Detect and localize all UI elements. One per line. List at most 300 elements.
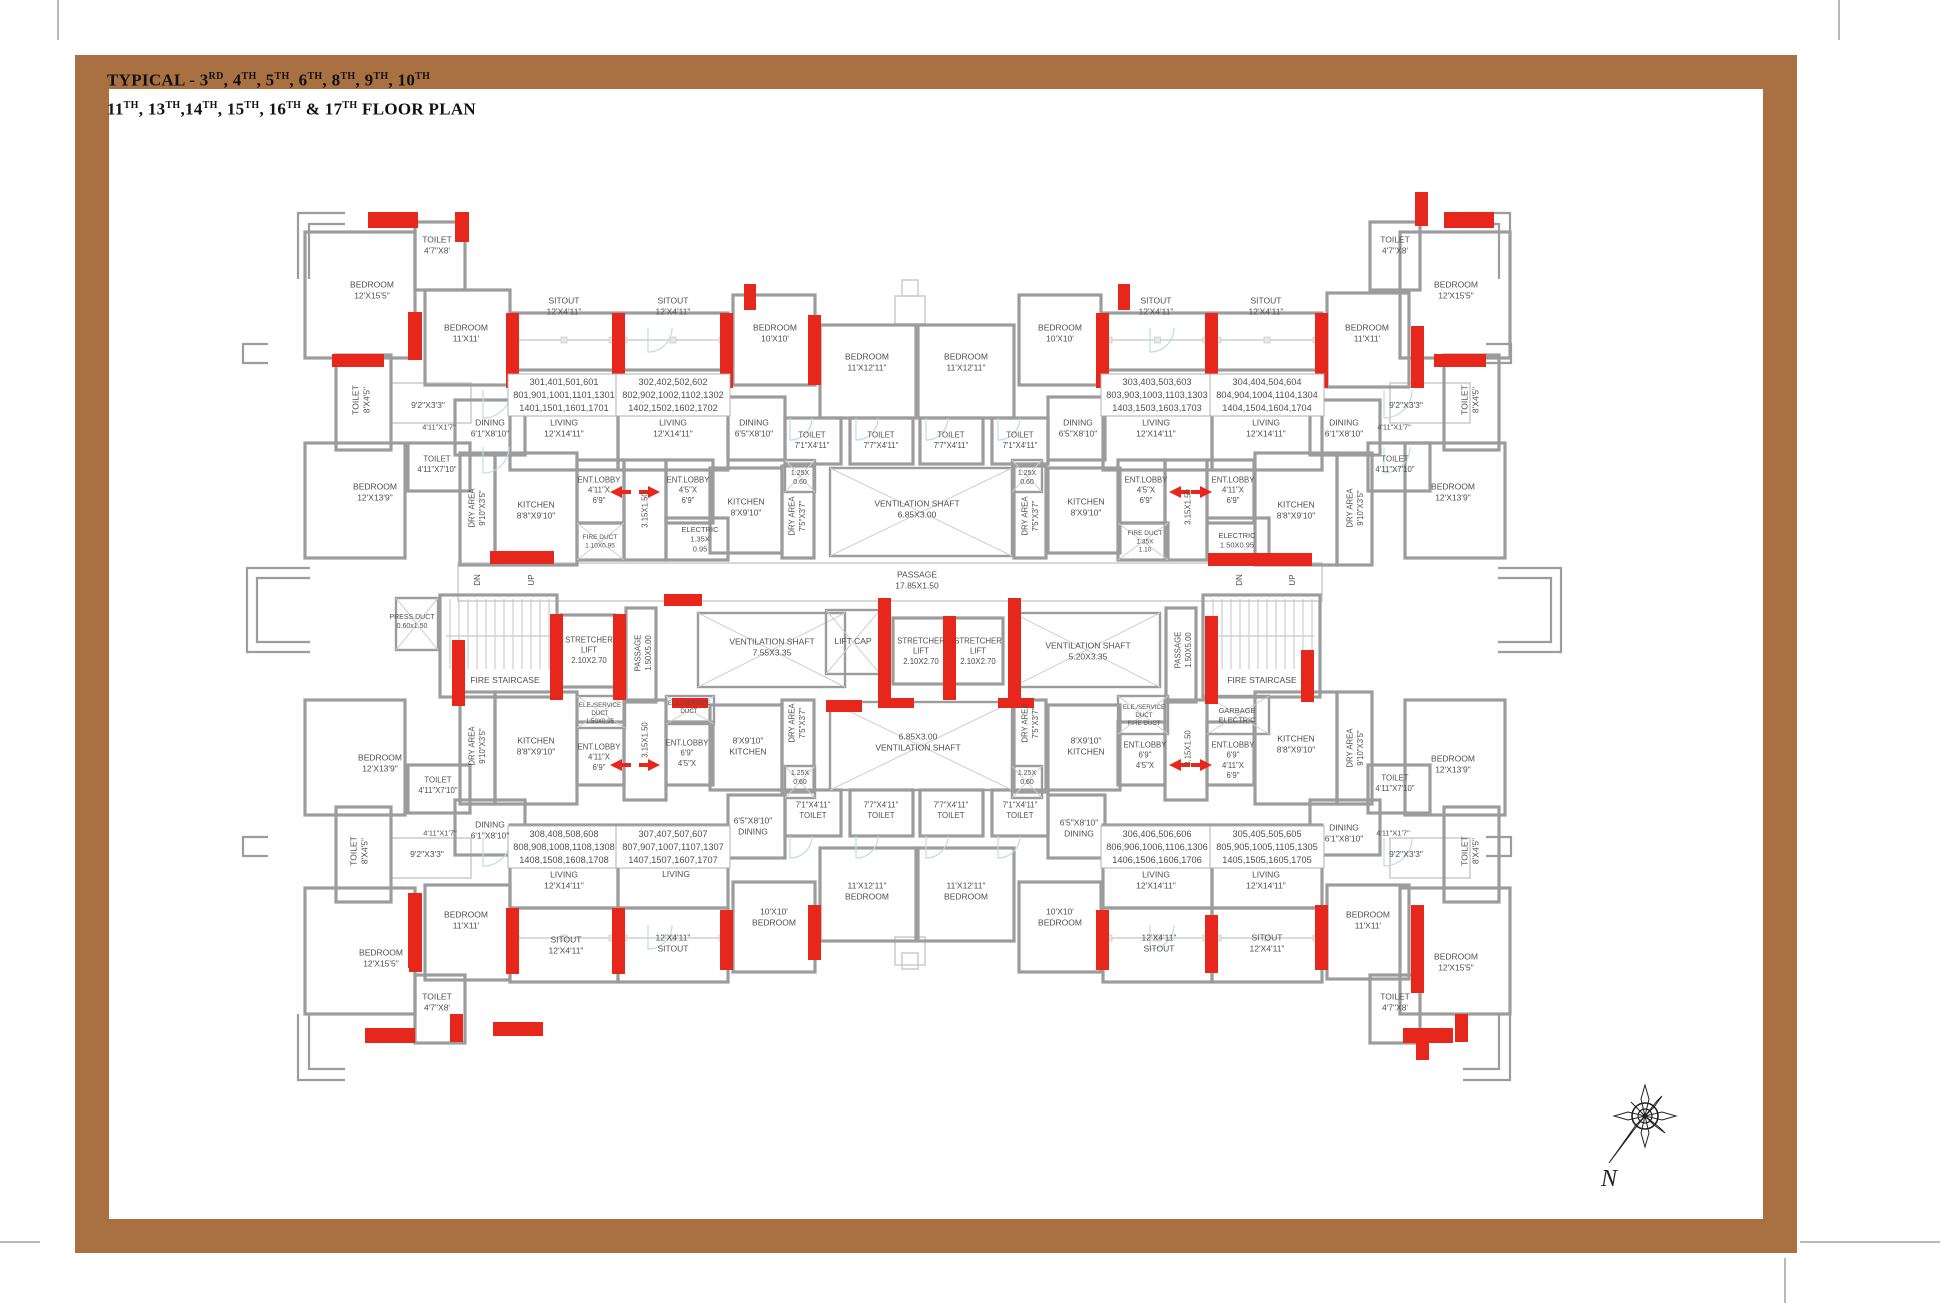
room-label-text: BEDROOM bbox=[444, 322, 488, 333]
red-wall bbox=[1205, 915, 1218, 973]
room-label bbox=[1218, 531, 1256, 550]
room-label-text: 6.85X3.00 bbox=[898, 731, 938, 742]
room-label bbox=[473, 574, 482, 586]
room-label bbox=[549, 934, 584, 955]
room-label-text: 8'8"X9'10" bbox=[1276, 510, 1316, 521]
room-label-text: 12'X14'11" bbox=[1136, 428, 1176, 439]
room-label-text: 9'10"X3'5" bbox=[477, 728, 487, 764]
room-label-text: DRY AREA bbox=[787, 703, 797, 743]
room-label-text: DINING bbox=[739, 417, 769, 428]
room-label-text: 3.15X1.50 bbox=[1183, 489, 1193, 525]
room-label bbox=[468, 726, 487, 766]
room-label-text: 6'1"X8'10" bbox=[1324, 833, 1364, 844]
room-label-text: SITOUT bbox=[548, 295, 580, 306]
room-label-text: 10'X10' bbox=[1046, 333, 1074, 344]
room-label-text: BEDROOM bbox=[1431, 481, 1475, 492]
unit-numbers: 1408,1508,1608,1708 bbox=[519, 855, 609, 865]
unit-numbers: 1402,1502,1602,1702 bbox=[628, 403, 718, 413]
room-label-text: DINING bbox=[475, 819, 505, 830]
room-label-text: VENTILATION SHAFT bbox=[1045, 640, 1131, 651]
room-label bbox=[1376, 829, 1410, 838]
room-label bbox=[656, 932, 691, 953]
rail-post bbox=[1155, 337, 1161, 343]
red-wall bbox=[490, 551, 554, 564]
room-label-text: LIVING bbox=[550, 869, 578, 880]
room-label-text: 6'5"X8'10" bbox=[733, 815, 773, 826]
room-label-text: SITOUT bbox=[1251, 932, 1283, 943]
room-label bbox=[547, 295, 582, 316]
unit-numbers: 302,402,502,602 bbox=[638, 377, 708, 387]
room-label-text: LIVING bbox=[1142, 417, 1170, 428]
room-label bbox=[641, 492, 650, 528]
room-label-text: KITCHEN bbox=[1277, 499, 1315, 510]
room-label-text: 2.10X2.70 bbox=[960, 656, 996, 666]
room-label bbox=[1459, 385, 1480, 415]
room-label-text: TOILET bbox=[424, 775, 452, 785]
room-label bbox=[734, 815, 773, 836]
room-label-text: 9'2"X3'3" bbox=[410, 848, 444, 859]
room-label-text: 12'X14'11" bbox=[1136, 880, 1176, 891]
room-label-text: 0.60 bbox=[793, 479, 807, 486]
room-label-text: DINING bbox=[475, 417, 505, 428]
room-label bbox=[788, 496, 807, 536]
room-label bbox=[468, 488, 487, 528]
room-label-text: 12'X14'11" bbox=[1246, 428, 1286, 439]
room-label-text: 11'X12'11" bbox=[847, 880, 887, 891]
room-label bbox=[471, 819, 510, 840]
room-label-text: 8'X4'5" bbox=[1470, 837, 1481, 865]
room-label bbox=[1277, 733, 1316, 754]
room-label bbox=[1060, 817, 1099, 838]
room-label bbox=[1128, 530, 1163, 554]
room-label-text: ELECTRIC bbox=[1218, 715, 1256, 725]
room-label bbox=[1377, 423, 1411, 432]
red-wall bbox=[408, 312, 422, 360]
room-label bbox=[544, 869, 584, 890]
room-label bbox=[1212, 476, 1256, 505]
room-label-text: 4'11"X bbox=[1222, 760, 1244, 770]
room-label-text: 8'X9'10" bbox=[730, 507, 762, 518]
rail-post bbox=[1264, 337, 1270, 343]
room-label bbox=[934, 801, 969, 820]
room-label bbox=[666, 739, 710, 768]
room-label-text: TOILET bbox=[422, 234, 452, 245]
room-label bbox=[544, 417, 584, 438]
room-label bbox=[583, 534, 618, 549]
room-label-text: 12'X15'5" bbox=[1438, 962, 1474, 973]
room-label-text: ENT.LOBBY bbox=[665, 738, 709, 748]
room-label-text: 6'5"X8'10" bbox=[1059, 817, 1099, 828]
room-label-text: 4'11"X1'7" bbox=[422, 422, 456, 432]
red-wall bbox=[808, 315, 821, 385]
room-label bbox=[1434, 279, 1478, 300]
room-label-text: BEDROOM bbox=[1038, 322, 1082, 333]
room-label-text: KITCHEN bbox=[727, 496, 765, 507]
room-label-text: 10'X10' bbox=[760, 906, 788, 917]
room-label-text: 7'1"X4'11" bbox=[1002, 440, 1038, 450]
door-swing-arc bbox=[483, 390, 511, 418]
room-label-text: FIRE DUCT bbox=[1127, 529, 1163, 537]
room-label-text: LIVING bbox=[1142, 869, 1170, 880]
room-label-text: PASSAGE bbox=[633, 634, 643, 672]
room-label-text: 7'7"X4'11" bbox=[933, 440, 969, 450]
room-label-text: BEDROOM bbox=[1431, 753, 1475, 764]
room-label-text: 6'5"X8'10" bbox=[734, 428, 774, 439]
room-label bbox=[1346, 728, 1365, 768]
room-label-text: 9'2"X3'3" bbox=[1389, 399, 1423, 410]
room-label-text: DRY AREA bbox=[1345, 488, 1355, 528]
unit-numbers: 1403,1503,1603,1703 bbox=[1112, 403, 1202, 413]
room-label-text: ENT.LOBBY bbox=[577, 475, 621, 485]
room-label bbox=[1136, 869, 1176, 890]
room-label bbox=[565, 636, 613, 665]
room-label-text: FIRE DUCT bbox=[1127, 720, 1161, 728]
red-wall bbox=[1444, 212, 1494, 228]
room-label-text: 12'X4'11" bbox=[1248, 306, 1284, 317]
room-label bbox=[1345, 322, 1389, 343]
red-wall bbox=[878, 698, 914, 708]
room-label-text: 1.25X bbox=[790, 769, 810, 777]
room-label-text: 4'5"X bbox=[677, 758, 697, 768]
red-wall bbox=[1315, 905, 1328, 970]
room-label bbox=[895, 569, 939, 590]
room-label-text: 9'10"X3'5" bbox=[1355, 730, 1365, 766]
room-label bbox=[1375, 455, 1414, 474]
room-label-text: STRETCHER bbox=[954, 636, 1002, 646]
room-label bbox=[1235, 574, 1244, 586]
room-label bbox=[1346, 909, 1390, 930]
room-label-text: 9'10"X3'5" bbox=[477, 490, 487, 526]
room-label-text: 7'1"X4'11" bbox=[794, 440, 830, 450]
room-label bbox=[1389, 400, 1423, 410]
room-label-text: 12'X4'11" bbox=[548, 945, 584, 956]
room-label bbox=[752, 906, 796, 927]
room-label-text: TOILET bbox=[1006, 810, 1034, 820]
room-label-text: 1.25X bbox=[790, 469, 810, 477]
room-label-text: 4'5"X bbox=[678, 485, 698, 495]
room-label bbox=[1059, 417, 1098, 438]
corridor-outline bbox=[902, 280, 918, 296]
room-label bbox=[845, 351, 889, 372]
room-label-text: 12'X15'5" bbox=[354, 290, 390, 301]
unit-numbers: 304,404,504,604 bbox=[1232, 377, 1302, 387]
room-label-text: 6'1"X8'10" bbox=[1324, 428, 1364, 439]
room-label bbox=[1249, 295, 1284, 316]
room-label-text: 12'X13'9" bbox=[357, 492, 393, 503]
room-label-text: SITOUT bbox=[1143, 943, 1175, 954]
room-label-text: UP bbox=[1287, 574, 1297, 586]
room-label bbox=[411, 400, 445, 410]
room-label bbox=[1139, 295, 1174, 316]
room-label bbox=[527, 574, 536, 585]
room-label bbox=[1184, 730, 1193, 766]
entry-arrow-icon bbox=[1191, 486, 1212, 498]
room-label bbox=[350, 385, 371, 415]
room-label-text: ENT.LOBBY bbox=[1211, 475, 1255, 485]
room-label bbox=[422, 423, 456, 432]
room-label-text: 7'5"X3'7" bbox=[797, 707, 807, 739]
balcony-bracket bbox=[309, 1014, 345, 1069]
room-label-text: KITCHEN bbox=[1067, 746, 1105, 757]
room-label-text: 1.50X5.00 bbox=[643, 635, 653, 671]
unit-numbers: 804,904,1004,1104,1304 bbox=[1216, 390, 1318, 400]
red-wall bbox=[368, 212, 418, 228]
room-label-text: 11'X11' bbox=[1354, 920, 1382, 931]
red-wall bbox=[455, 212, 469, 242]
room-label-text: 0.60 bbox=[1020, 479, 1034, 486]
room-label-text: BEDROOM bbox=[359, 947, 403, 958]
room-label bbox=[350, 279, 394, 300]
compass bbox=[1583, 1068, 1703, 1208]
unit-numbers: 305,405,505,605 bbox=[1232, 829, 1302, 839]
room-label-text: 0.95 bbox=[692, 544, 708, 554]
room-label-text: 17.85X1.50 bbox=[895, 580, 939, 591]
room-label-text: DN bbox=[1234, 574, 1244, 586]
room-label-text: DRY AREA bbox=[467, 488, 477, 528]
room-label bbox=[944, 880, 988, 901]
room-label bbox=[1038, 322, 1082, 343]
room-label-text: 4'11"X bbox=[588, 485, 610, 495]
red-wall bbox=[808, 905, 821, 960]
red-wall bbox=[664, 594, 702, 606]
room-label-text: 1.35X bbox=[1136, 538, 1154, 546]
red-wall bbox=[1118, 284, 1130, 310]
entry-arrow-icon bbox=[1191, 759, 1212, 771]
room-label-text: 12'X13'9" bbox=[1435, 492, 1471, 503]
room-label-text: 8'X9'10" bbox=[1070, 507, 1102, 518]
room-label bbox=[422, 991, 452, 1012]
room-label-text: KITCHEN bbox=[1277, 733, 1315, 744]
room-label-text: 8'8"X9'10" bbox=[1276, 744, 1316, 755]
entry-arrow-icon bbox=[639, 759, 660, 771]
room-label-text: ELECTRIC bbox=[681, 524, 719, 534]
room-label-text: 6'9" bbox=[592, 762, 606, 772]
room-label bbox=[641, 722, 650, 758]
room-label-text: 4'11"X bbox=[1222, 485, 1244, 495]
room-label-text: 6'1"X8'10" bbox=[470, 830, 510, 841]
room-label-text: 11'X11' bbox=[452, 333, 480, 344]
room-label-text: 6'9" bbox=[1226, 495, 1240, 505]
red-wall bbox=[452, 640, 465, 706]
room-label bbox=[834, 636, 871, 646]
compass-north-label: N bbox=[1601, 1166, 1618, 1192]
red-wall bbox=[1415, 192, 1428, 226]
room-label-text: FIRE STAIRCASE bbox=[1227, 674, 1297, 685]
room-label bbox=[444, 909, 488, 930]
room-label-text: LIFT bbox=[580, 645, 598, 655]
rail-post bbox=[670, 337, 676, 343]
room-label-text: 5.20X3.35 bbox=[1068, 651, 1108, 662]
red-wall bbox=[1208, 553, 1312, 566]
red-wall bbox=[1434, 354, 1486, 367]
room-label bbox=[1018, 770, 1037, 786]
room-label-text: 3.15X1.50 bbox=[640, 722, 650, 758]
room-label-text: 1.50X0.95 bbox=[1219, 540, 1255, 550]
room-label bbox=[1184, 489, 1193, 525]
room-label bbox=[954, 637, 1002, 666]
room-label bbox=[1125, 476, 1169, 505]
corridor-outline bbox=[902, 953, 918, 969]
room-label-text: 8'8"X9'10" bbox=[516, 746, 556, 757]
room-label-text: TOILET bbox=[423, 454, 451, 464]
room-label-text: 1.10X0.95 bbox=[585, 542, 615, 550]
balcony-bracket bbox=[257, 578, 310, 642]
room-label bbox=[359, 947, 403, 968]
room-label bbox=[1246, 869, 1286, 890]
room-label bbox=[423, 829, 457, 838]
room-label-text: PRESS.DUCT bbox=[389, 613, 435, 621]
room-label-text: ENT.LOBBY bbox=[577, 742, 621, 752]
room-label bbox=[1325, 417, 1364, 438]
room-label-text: ELE./SERVICE bbox=[667, 700, 711, 708]
room-label-text: 2.10X2.70 bbox=[571, 655, 607, 665]
room-wall bbox=[425, 885, 510, 980]
room-label-text: 4'5"X bbox=[1136, 485, 1156, 495]
room-label-text: 11'X12'11" bbox=[946, 880, 986, 891]
room-label-text: DN bbox=[472, 574, 482, 586]
room-label-text: TOILET bbox=[798, 430, 826, 440]
unit-numbers: 807,907,1007,1107,1307 bbox=[622, 842, 724, 852]
room-label bbox=[795, 431, 830, 450]
room-label bbox=[1003, 431, 1038, 450]
room-label-text: SITOUT bbox=[657, 295, 689, 306]
room-label-text: 7'5"X3'7" bbox=[1030, 500, 1040, 532]
room-label bbox=[653, 417, 693, 438]
room-label-text: 9'10"X3'5" bbox=[1355, 490, 1365, 526]
room-label-text: VENTILATION SHAFT bbox=[874, 498, 960, 509]
room-label-text: 4'7"X8' bbox=[1381, 245, 1409, 256]
room-label-text: LIFT bbox=[912, 646, 930, 656]
room-label-text: VENTILATION SHAFT bbox=[875, 742, 961, 753]
red-wall bbox=[720, 910, 733, 970]
red-wall bbox=[506, 908, 519, 974]
room-label-text: DUCT bbox=[1135, 712, 1153, 720]
room-label-text: 6'9" bbox=[1226, 750, 1240, 760]
room-label-text: 4'11"X1'7" bbox=[423, 828, 457, 838]
room-label-text: BEDROOM bbox=[944, 891, 988, 902]
room-label-text: ENT.LOBBY bbox=[1124, 475, 1168, 485]
room-label bbox=[791, 470, 810, 486]
door-swing-arc bbox=[483, 838, 511, 866]
room-label bbox=[753, 322, 797, 343]
unit-numbers: 805,905,1005,1105,1305 bbox=[1216, 842, 1318, 852]
room-label bbox=[471, 417, 510, 438]
room-label-text: 1.50X0.95 bbox=[585, 718, 615, 726]
room-label-text: TOILET bbox=[799, 810, 827, 820]
room-label-text: LIVING bbox=[1252, 869, 1280, 880]
red-wall bbox=[332, 354, 384, 367]
red-wall bbox=[365, 1028, 415, 1043]
room-label-text: 7'7"X4'11" bbox=[863, 440, 899, 450]
balcony-bracket bbox=[243, 344, 268, 363]
room-label-text: LIVING bbox=[1252, 417, 1280, 428]
entry-arrow-icon bbox=[610, 759, 631, 771]
room-label bbox=[1067, 735, 1104, 756]
room-label bbox=[864, 431, 899, 450]
room-label-text: TOILET bbox=[1381, 773, 1409, 783]
room-label-text: 11'X12'11" bbox=[847, 362, 887, 373]
room-label-text: TOILET bbox=[350, 385, 361, 415]
red-wall bbox=[409, 928, 422, 972]
room-label-text: DRY AREA bbox=[1020, 496, 1030, 536]
room-label-text: BEDROOM bbox=[444, 909, 488, 920]
room-label-text: TOILET bbox=[1381, 454, 1409, 464]
room-label-text: 12'X13'9" bbox=[362, 763, 398, 774]
room-label-text: FIRE DUCT bbox=[582, 534, 618, 542]
room-label-text: BEDROOM bbox=[1434, 951, 1478, 962]
room-label-text: TOILET bbox=[937, 430, 965, 440]
room-label-text: LIFT bbox=[969, 646, 987, 656]
room-label bbox=[845, 880, 889, 901]
room-label-text: 12'X4'11" bbox=[546, 306, 582, 317]
room-label bbox=[1431, 753, 1475, 774]
room-label-text: 0.60 bbox=[1020, 779, 1034, 786]
room-label-text: 9'2"X3'3" bbox=[1389, 848, 1423, 859]
room-label-text: DINING bbox=[1329, 417, 1359, 428]
room-label-text: 1.10 bbox=[1138, 546, 1152, 554]
unit-numbers: 303,403,503,603 bbox=[1122, 377, 1192, 387]
room-label bbox=[662, 869, 690, 879]
title-line-2: 11TH, 13TH,14TH, 15TH, 16TH & 17TH FLOOR PLAN bbox=[107, 99, 477, 119]
room-label-text: DRY AREA bbox=[1020, 703, 1030, 743]
room-label-text: DRY AREA bbox=[787, 496, 797, 536]
room-label-text: 11'X11' bbox=[1353, 333, 1381, 344]
room-label-text: BEDROOM bbox=[353, 481, 397, 492]
room-label-text: 1.25X bbox=[1017, 469, 1037, 477]
room-label bbox=[791, 770, 810, 786]
room-label-text: KITCHEN bbox=[517, 499, 555, 510]
room-label bbox=[1018, 470, 1037, 486]
unit-numbers: 1406,1506,1606,1706 bbox=[1112, 855, 1202, 865]
entry-arrow-icon bbox=[610, 486, 631, 498]
room-label bbox=[656, 295, 691, 316]
room-label-text: 8'X4'5" bbox=[361, 386, 372, 414]
unit-numbers: 306,406,506,606 bbox=[1122, 829, 1192, 839]
room-label-text: 12'X15'5" bbox=[1438, 290, 1474, 301]
room-label bbox=[729, 735, 766, 756]
room-label-text: DINING bbox=[738, 826, 768, 837]
room-label-text: VENTILATION SHAFT bbox=[729, 636, 815, 647]
room-label-text: KITCHEN bbox=[1067, 496, 1105, 507]
unit-numbers: 1401,1501,1601,1701 bbox=[519, 403, 609, 413]
room-label-text: 2.10X2.70 bbox=[903, 656, 939, 666]
room-label-text: STRETCHER bbox=[897, 636, 945, 646]
room-label bbox=[1038, 906, 1082, 927]
room-label-text: 4'11"X bbox=[588, 752, 610, 762]
room-label-text: 7'5"X3'7" bbox=[1030, 707, 1040, 739]
room-label bbox=[1277, 499, 1316, 520]
room-label-text: TOILET bbox=[1006, 430, 1034, 440]
room-label-text: 10'X10' bbox=[761, 333, 789, 344]
room-label-text: 4'11"X7'10" bbox=[1375, 783, 1415, 793]
room-label-text: DINING bbox=[1329, 822, 1359, 833]
room-label bbox=[667, 476, 711, 505]
unit-numbers: 1404,1504,1604,1704 bbox=[1222, 403, 1312, 413]
room-label-text: SITOUT bbox=[657, 943, 689, 954]
room-label bbox=[410, 849, 444, 859]
room-label-text: 7'7"X4'11" bbox=[863, 800, 899, 810]
room-label-text: 11'X11' bbox=[452, 920, 480, 931]
title-line-1: TYPICAL - 3RD, 4TH, 5TH, 6TH, 8TH, 9TH, 10TH bbox=[107, 70, 431, 90]
room-label bbox=[874, 498, 959, 519]
room-label-text: 12'X14'11" bbox=[544, 428, 584, 439]
room-label-text: 4'11"X1'7" bbox=[1376, 828, 1410, 838]
red-wall bbox=[1411, 326, 1424, 388]
room-label bbox=[353, 481, 397, 502]
room-label-text: ELE./SERVICE bbox=[578, 702, 622, 710]
unit-numbers: 301,401,501,601 bbox=[529, 377, 599, 387]
red-wall bbox=[943, 616, 956, 700]
